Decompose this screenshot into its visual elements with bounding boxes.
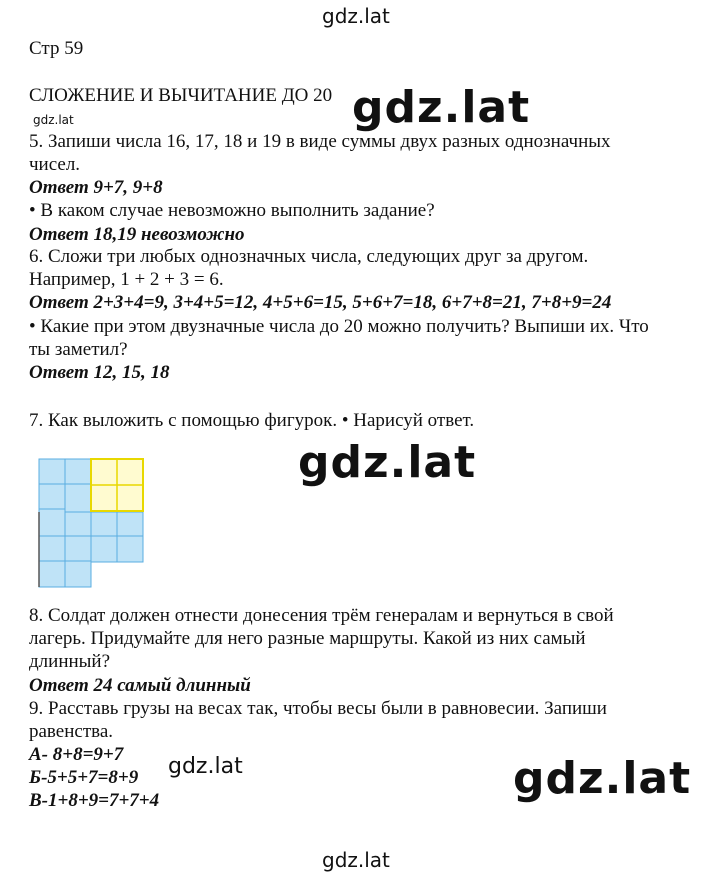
task9-text-2: равенства. (29, 721, 114, 742)
watermark-top: gdz.lat (322, 4, 390, 28)
watermark-bottom: gdz.lat (322, 848, 390, 872)
tiling-figure (36, 456, 156, 592)
blue-piece-left (39, 459, 91, 587)
task6-question-2: ты заметил? (29, 339, 128, 360)
task5-text-1: 5. Запиши числа 16, 17, 18 и 19 в виде суммы двух разных однозначных (29, 131, 611, 152)
watermark-middle: gdz.lat (168, 754, 243, 779)
task9-text-1: 9. Расставь грузы на весах так, чтобы весы были в равновесии. Запиши (29, 698, 607, 719)
yellow-square (91, 459, 143, 511)
task5-answer-1: Ответ 9+7, 9+8 (29, 177, 163, 198)
watermark-large-1: gdz.lat (352, 82, 531, 133)
task6-text-2: Например, 1 + 2 + 3 = 6. (29, 269, 224, 290)
task9-answer-b: Б-5+5+7=8+9 (29, 767, 139, 788)
watermark-large-3: gdz.lat (513, 753, 692, 804)
task7-text: 7. Как выложить с помощью фигурок. • Нарисуй ответ. (29, 410, 475, 431)
task9-answer-a: А- 8+8=9+7 (29, 744, 124, 765)
blue-piece-right (91, 512, 143, 562)
task6-answer-1: Ответ 2+3+4=9, 3+4+5=12, 4+5+6=15, 5+6+7=18, 6+7+8=21, 7+8+9=24 (29, 292, 612, 313)
section-title: СЛОЖЕНИЕ И ВЫЧИТАНИЕ ДО 20 (29, 85, 333, 106)
watermark-small: gdz.lat (33, 113, 74, 127)
task8-answer: Ответ 24 самый длинный (29, 675, 251, 696)
task9-answer-c: В-1+8+9=7+7+4 (29, 790, 160, 811)
task8-text-3: длинный? (29, 651, 111, 672)
task5-text-2: чисел. (29, 154, 81, 175)
task5-answer-2: Ответ 18,19 невозможно (29, 224, 245, 245)
page-label: Стр 59 (29, 38, 84, 59)
task6-answer-2: Ответ 12, 15, 18 (29, 362, 170, 383)
watermark-large-2: gdz.lat (298, 437, 477, 488)
task8-text-2: лагерь. Придумайте для него разные маршруты. Какой из них самый (29, 628, 586, 649)
task6-text-1: 6. Сложи три любых однозначных числа, следующих друг за другом. (29, 246, 589, 267)
task8-text-1: 8. Солдат должен отнести донесения трём генералам и вернуться в свой (29, 605, 614, 626)
task6-question-1: • Какие при этом двузначные числа до 20 можно получить? Выпиши их. Что (29, 316, 649, 337)
task5-question: • В каком случае невозможно выполнить задание? (29, 200, 435, 221)
